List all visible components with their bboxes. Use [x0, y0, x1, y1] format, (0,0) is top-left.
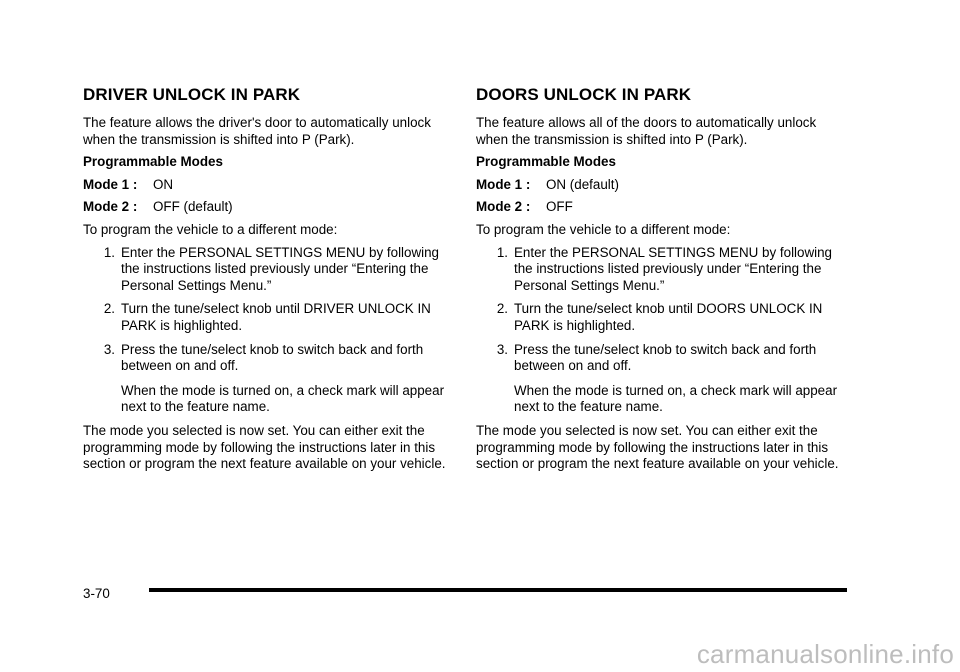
- step-content: [508, 342, 848, 416]
- program-intro: To program the vehicle to a different mode:: [476, 221, 731, 237]
- section-heading-driver-unlock: DRIVER UNLOCK IN PARK: [83, 85, 301, 104]
- watermark: carmanualsonline.info: [696, 639, 954, 669]
- mode-label: Mode 2 :: [83, 199, 138, 215]
- step-note: When the mode is turned on, a check mark will appear next to the feature name.: [121, 382, 445, 415]
- step-number: 2.: [103, 301, 115, 317]
- step-number: 1.: [496, 244, 508, 260]
- program-intro: To program the vehicle to a different mode:: [83, 221, 338, 237]
- left-column: [83, 84, 455, 479]
- step-text: Press the tune/select knob to switch back and forth between on and off.: [121, 341, 424, 374]
- mode-row: [476, 177, 848, 194]
- step-content: [115, 342, 455, 416]
- step-number: 1.: [103, 244, 115, 260]
- section-heading-doors-unlock: DOORS UNLOCK IN PARK: [476, 85, 692, 104]
- mode-row: [83, 199, 455, 216]
- step-number: 3.: [103, 341, 115, 357]
- mode-label: Mode 1 :: [83, 176, 138, 192]
- steps-list: [83, 245, 455, 416]
- right-column: [476, 84, 848, 479]
- mode-label: Mode 1 :: [476, 176, 531, 192]
- step-text: Enter the PERSONAL SETTINGS MENU by following the instructions listed previously under “Entering the Personal Settings Menu.”: [514, 244, 833, 293]
- step-text: Turn the tune/select knob until DRIVER UNLOCK IN PARK is highlighted.: [121, 301, 431, 333]
- mode-value: ON (default): [546, 176, 619, 192]
- footer-rule: [149, 588, 847, 592]
- step-item: [83, 301, 455, 334]
- page-number: 3-70: [83, 586, 110, 601]
- step-note: When the mode is turned on, a check mark will appear next to the feature name.: [514, 382, 838, 415]
- mode-value: OFF (default): [153, 199, 233, 215]
- mode-value: OFF: [546, 199, 573, 215]
- step-item: [476, 342, 848, 416]
- step-number: 2.: [496, 301, 508, 317]
- step-item: [83, 342, 455, 416]
- closing-paragraph: The mode you selected is now set. You can either exit the programming mode by following the instructions later in this section or program the next feature available on your vehicle.: [476, 422, 839, 472]
- mode-value: ON: [153, 176, 174, 192]
- mode-row: [476, 199, 848, 216]
- steps-list: [476, 245, 848, 416]
- step-text: Enter the PERSONAL SETTINGS MENU by following the instructions listed previously under “Entering the Personal Settings Menu.”: [121, 244, 440, 293]
- step-text: Press the tune/select knob to switch back and forth between on and off.: [514, 341, 817, 374]
- step-number: 3.: [496, 341, 508, 357]
- programmable-modes-heading: Programmable Modes: [476, 154, 616, 170]
- step-item: [476, 245, 848, 295]
- step-item: [476, 301, 848, 334]
- section-intro: The feature allows the driver's door to automatically unlock when the transmission is shifted into P (Park).: [83, 115, 431, 147]
- mode-label: Mode 2 :: [476, 199, 531, 215]
- programmable-modes-heading: Programmable Modes: [83, 154, 223, 170]
- step-item: [83, 245, 455, 295]
- closing-paragraph: The mode you selected is now set. You can either exit the programming mode by following the instructions later in this section or program the next feature available on your vehicle.: [83, 422, 446, 472]
- section-intro: The feature allows all of the doors to automatically unlock when the transmission is shifted into P (Park).: [476, 115, 817, 147]
- mode-row: [83, 177, 455, 194]
- step-text: Turn the tune/select knob until DOORS UNLOCK IN PARK is highlighted.: [514, 301, 823, 333]
